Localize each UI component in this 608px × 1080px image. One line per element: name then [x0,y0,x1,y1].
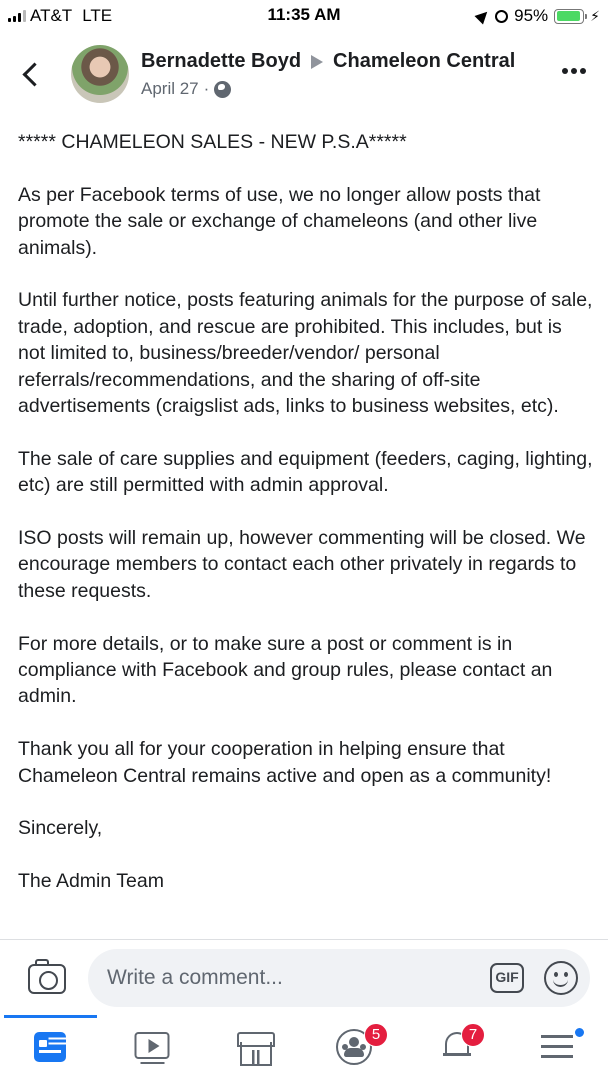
post-paragraph: As per Facebook terms of use, we no longer allow posts that promote the sale or exchange of chameleons (and other live animals). [18,183,541,259]
tab-notifications[interactable] [407,1015,507,1080]
post-paragraph: The Admin Team [18,870,164,893]
location-icon [475,8,492,25]
author-name[interactable]: Bernadette Boyd [141,50,302,72]
menu-icon [541,1035,573,1059]
battery-icon [554,9,584,24]
menu-dot-badge [574,1027,585,1038]
tab-news-feed[interactable] [0,1015,100,1080]
post-meta [141,79,231,99]
comment-placeholder: Write a comment... [107,966,283,989]
groups-badge: 5 [364,1023,388,1047]
status-bar [0,0,608,32]
arrow-right-icon [311,55,323,69]
more-options-button[interactable] [562,68,586,74]
carrier-label: AT&T [30,6,73,25]
post-paragraph: The sale of care supplies and equipment (feeders, caging, lighting, etc) are still permitted with admin approval. [18,447,593,497]
post-paragraph: ISO posts will remain up, however commenting will be closed. We encourage members to contact each other privately in regards to these requests. [18,527,586,602]
alarm-icon [495,10,508,23]
post-paragraph: For more details, or to make sure a post or comment is in compliance with Facebook and group rules, please contact an admin. [18,632,553,708]
network-label: LTE [82,6,113,25]
post-date[interactable]: April 27 [141,79,199,98]
gif-button[interactable]: GIF [490,963,524,993]
emoji-icon[interactable] [544,961,578,995]
watch-icon [135,1032,170,1059]
post-body [18,129,593,941]
post-paragraph: ***** CHAMELEON SALES - NEW P.S.A***** [18,131,407,153]
post-paragraph: Sincerely, [18,817,103,840]
status-time: 11:35 AM [267,5,341,24]
tab-watch[interactable] [102,1015,202,1080]
post-paragraph: Thank you all for your cooperation in helping ensure that Chameleon Central remains active and open as a community! [18,738,552,787]
post-paragraph: Until further notice, posts featuring animals for the purpose of sale, trade, adoption, and rescue are prohibited. This includes, but is not limited to, business/breeder/vendor/ personal referrals/recommendations, and the sharing of off-site advertisements (craigslist ads, links to business websites, etc). [18,289,593,418]
battery-percent: 95% [514,6,549,25]
marketplace-icon [237,1032,271,1064]
author-line [141,50,515,73]
tab-menu[interactable] [507,1015,607,1080]
tab-bar [0,1015,608,1080]
post-header [0,36,608,116]
comment-input[interactable] [88,949,590,1007]
notifications-badge: 7 [461,1023,485,1047]
meta-separator: · [203,79,210,98]
globe-icon [214,81,231,98]
avatar[interactable] [71,45,129,103]
charging-icon: ⚡ [590,7,600,24]
news-feed-icon [34,1032,66,1062]
tab-marketplace[interactable] [204,1015,304,1080]
comment-bar [0,939,608,1015]
status-right [477,6,600,26]
camera-icon[interactable] [28,964,66,994]
tab-groups[interactable] [304,1015,404,1080]
back-button[interactable] [20,60,44,90]
group-name[interactable]: Chameleon Central [333,50,516,72]
